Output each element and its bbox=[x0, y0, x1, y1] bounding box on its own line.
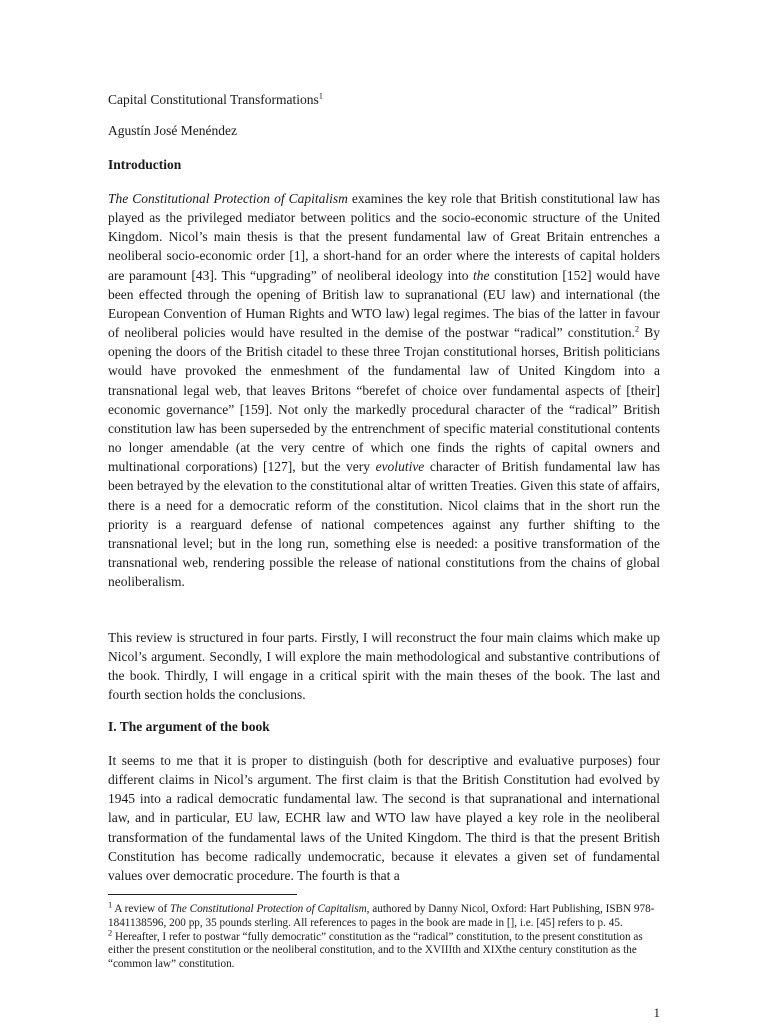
footnote-marker: 1 bbox=[108, 899, 113, 910]
text-run: A review of bbox=[112, 903, 171, 915]
intro-paragraph-1 bbox=[108, 189, 660, 591]
footnote-1 bbox=[108, 899, 660, 931]
footnotes bbox=[108, 899, 660, 972]
title-text: Capital Constitutional Transformations bbox=[108, 92, 319, 107]
footnote-book-title: The Constitutional Protection of Capitalism bbox=[170, 903, 367, 915]
text-run: constitution [152] would have been effected through the opening of British law to supranational (EU law) and international (the European Convention of Human Rights and WTO law) legal regimes. The bias of the latter in favour of neoliberal policies would have resulted in the demise of the postwar “radical” constitution. bbox=[108, 267, 660, 341]
document-title bbox=[108, 90, 660, 109]
footnote-ref-2: 2 bbox=[634, 323, 640, 334]
section-heading-introduction: Introduction bbox=[108, 157, 182, 172]
section-heading-argument: I. The argument of the book bbox=[108, 719, 270, 734]
book-title-italic: The Constitutional Protection of Capitalism bbox=[108, 191, 348, 206]
footnote-marker: 2 bbox=[108, 926, 113, 937]
author-name: Agustín José Menéndez bbox=[108, 123, 237, 138]
footnote-2 bbox=[108, 926, 660, 972]
text-run: Hereafter, I refer to postwar “fully democratic” constitution as the “radical” constitution, to the present constitution as either the present constitution or the neoliberal constitution, and to the XVIIIth and XIXthe century constitution as the “common law” constitution. bbox=[108, 930, 643, 971]
intro-paragraph-2: This review is structured in four parts. Firstly, I will reconstruct the four main claims which make up Nicol’s argument. Secondly, I will explore the main methodological and substantive contributions of the book. Thirdly, I will engage in a critical spirit with the main theses of the book. The last and fourth section holds the conclusions. bbox=[108, 630, 660, 703]
text-run: , authored by Danny Nicol, Oxford: Hart Publishing, ISBN 978-1841138596, 200 pp, 35 pounds sterling. All references to pages in the book are made in [], i.e. [45] refers to p. 45. bbox=[108, 903, 655, 929]
text-run: examines the key role that British constitutional law has played as the privileged mediator between politics and the socio-economic structure of the United Kingdom. Nicol’s main thesis is that the present fundamental law of Great Britain entrenches a neoliberal socio-economic order [1], a short-hand for an order where the interests of capital holders are paramount [43]. This “upgrading” of neoliberal ideology into bbox=[108, 191, 660, 283]
italic-the: the bbox=[473, 267, 490, 283]
text-run: By opening the doors of the British citadel to these three Trojan constitutional horses, British politicians would have provoked the enmeshment of the fundamental law of United Kingdom into a transnational legal web, that leaves Britons “berefet of choice over fundamental aspects of [their] economic governance” [159]. Not only the markedly procedural character of the “radical” British constitution law has been superseded by the entrenchment of specific material constitutional contents no longer amendable (at the very centre of which one finds the rights of capital owners and multinational corporations) [127], but the very bbox=[108, 325, 660, 475]
footnote-ref-1: 1 bbox=[318, 90, 324, 101]
text-run: character of British fundamental law has been betrayed by the elevation to the constitutional altar of written Treaties. Given this state of affairs, there is a need for a democratic reform of the constitution. Nicol claims that in the short run the priority is a rearguard defense of national competences against any further shifting to the transnational level; but in the long run, something else is needed: a positive transformation of the transnational web, rendering possible the release of national constitutions from the chains of global neoliberalism. bbox=[108, 459, 660, 590]
italic-evolutive: evolutive bbox=[375, 459, 425, 475]
page-number: 1 bbox=[653, 1005, 660, 1020]
argument-paragraph-1: It seems to me that it is proper to distinguish (both for descriptive and evaluative purposes) four different claims in Nicol’s argument. The first claim is that the British Constitution had evolved by 1945 into a radical democratic fundamental law. The second is that supranational and international law, and in particular, EU law, ECHR law and WTO law have played a key role in the neoliberal transformation of the fundamental laws of the United Kingdom. The third is that the present British Constitution has become radically undemocratic, because it elevates a given set of fundamental values over democratic procedure. The fourth is that a bbox=[108, 753, 660, 883]
footnote-separator bbox=[108, 894, 297, 895]
